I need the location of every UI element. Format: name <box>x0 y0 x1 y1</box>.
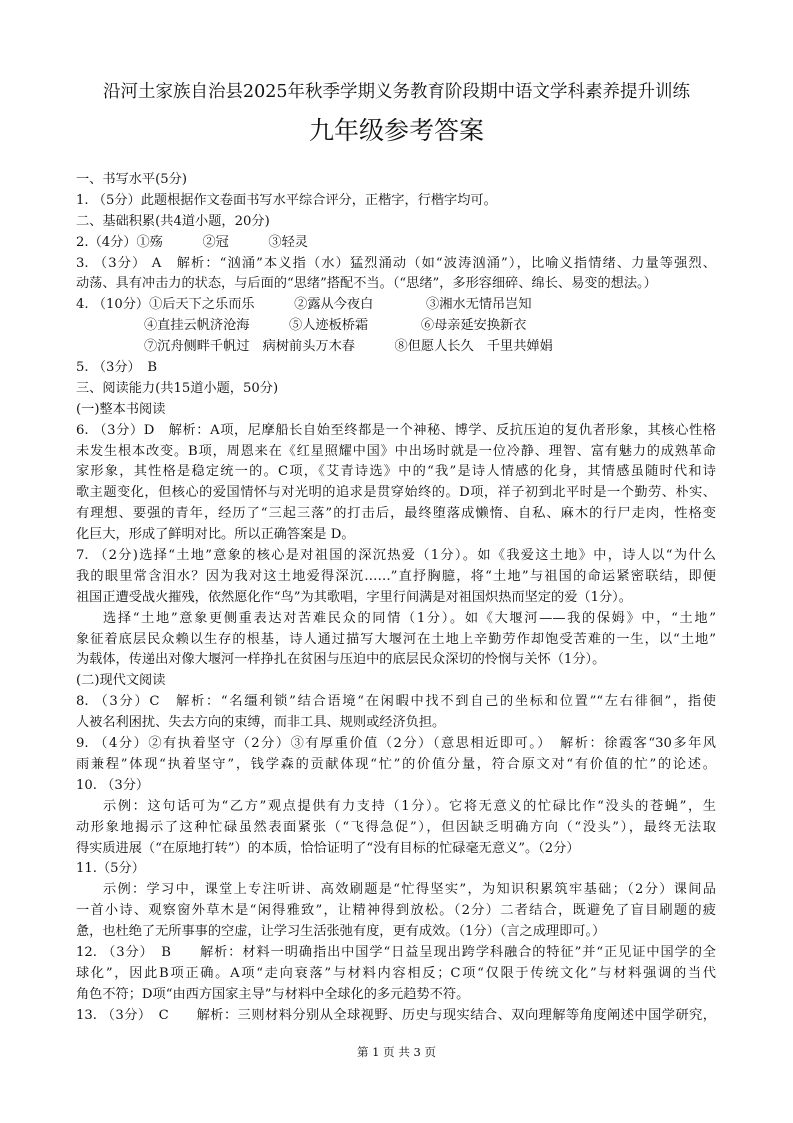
text-line: 4. （10分）①后天下之乐而乐 ②露从今夜白 ③湘水无情吊岂知 <box>76 297 532 313</box>
text-line: 球化”，因此B项正确。A项“走向衰落”与材料内容相反；C项“仅限于传统文化”与材料强调的当代 <box>76 965 716 981</box>
text-line: 一、书写水平(5分) <box>76 172 187 187</box>
text-line: 11.（5分） <box>76 861 145 877</box>
document-subtitle: 九年级参考答案 <box>308 116 484 145</box>
text-line: 10. （3分） <box>76 777 150 793</box>
text-line: 为载体，传递出对像大堰河一样挣扎在贫困与压迫中的底层民众深切的怜悯与关怀（1分）。 <box>76 652 606 668</box>
text-line: ⑦沉舟侧畔千帆过 病树前头万木春 ⑧但愿人长久 千里共婵娟 <box>144 339 553 355</box>
text-line: 示例：学习中，课堂上专注听讲、高效刷题是“忙得坚实”，为知识积累筑牢基础；（2分）课间品 <box>103 882 716 898</box>
text-line: 未发生根本改变。B项，周恩来在《红星照耀中国》中出场时就是一位冷静、理智、富有魅力的成熟革命 <box>76 443 716 459</box>
text-line: 示例：这句话可为“乙方”观点提供有力支持（1分）。它将无意义的忙碌比作“没头的苍蝇”，生 <box>103 798 716 814</box>
text-line: 三、阅读能力(共15道小题，50分) <box>76 380 279 396</box>
text-line: 二、基础积累(共4道小题，20分) <box>76 213 270 229</box>
document-title: 沿河土家族自治县2025年秋季学期义务教育阶段期中语文学科素养提升训练 <box>102 82 691 102</box>
text-line: 得实质进展（“在原地打转”）的本质，恰恰证明了“没有目标的忙碌毫无意义”。（2分） <box>76 840 580 856</box>
text-line: 2.（4分）①殇 ②冠 ③轻灵 <box>76 234 308 250</box>
text-line: 惫，也杜绝了无所事事的空虚，让学习生活张弛有度，更有成效。（1分）（言之成理即可。） <box>76 924 606 940</box>
text-line: 动荡、具有冲击力的状态，与后面的“思绪”搭配不当。（“思绪”，多形容细碎、绵长、易变的想法。） <box>76 276 657 292</box>
text-line: 一首小诗、观察窗外草木是“闲得雅致”，让精神得到放松。（2分）二者结合，既避免了盲目刷题的疲 <box>76 903 716 919</box>
text-line: 有理想、要强的青年，经历了“三起三落”的打击后，最终堕落成懒惰、自私、麻木的行尸走肉，性格变 <box>76 506 716 522</box>
text-line: 象征着底层民众赖以生存的根基，诗人通过描写大堰河在土地上辛勤劳作却饱受苦难的一生，以“土地” <box>76 631 716 647</box>
text-line: 7. （2分)选择“土地”意象的核心是对祖国的深沉热爱（1分）。如《我爱这土地》中，诗人以“为什么 <box>76 548 716 564</box>
text-line: 人被名利困扰、失去方向的束缚，而非工具、规则或经济负担。 <box>76 715 446 731</box>
page-footer: 第 1 页 共 3 页 <box>357 1045 436 1059</box>
text-line: 12. （3分） B 解析：材料一明确指出中国学“日益呈现出跨学科融合的特征”并“正见证中国学的全 <box>76 944 716 960</box>
text-line: 3. （3分） A 解析：“汹涌”本义指（水）猛烈涌动（如“波涛汹涌”），比喻义指情绪、力量等强烈、 <box>76 255 716 271</box>
text-line: 选择“土地”意象更侧重表达对苦难民众的同情（1分）。如《大堰河——我的保姆》中，“土地” <box>103 610 716 626</box>
text-line: 13. （3分） C 解析：三则材料分别从全球视野、历史与现实结合、双向理解等角度阐述中国学研究， <box>76 1007 716 1023</box>
text-line: (二)现代文阅读 <box>76 673 166 689</box>
text-line: 5. （3分） B <box>76 360 158 376</box>
text-line: 1. （5分）此题根据作文卷面书写水平综合评分，正楷字，行楷字均可。 <box>76 192 497 208</box>
text-line: 雨兼程”体现“执着坚守”，钱学森的贡献体现“忙”的价值分量，符合原文对“有价值的忙”的论述。 <box>76 756 716 772</box>
text-line: (一)整本书阅读 <box>76 401 166 417</box>
text-line: 歌主题变化，但核心的爱国情怀与对光明的追求是贯穿始终的。D项，祥子初到北平时是一个勤劳、朴实、 <box>76 485 716 501</box>
text-line: 9. （4分）②有执着坚守（2分）③有厚重价值（2分）（意思相近即可。） 解析：徐霞客“30多年风 <box>76 736 716 752</box>
text-line: 8. （3分）C 解析：“名缰利锁”结合语境“在闲暇中找不到自己的坐标和位置”“左右徘徊”，指使 <box>76 694 716 710</box>
text-line: 角色不符；D项“由西方国家主导”与材料中全球化的多元趋势不符。 <box>76 986 470 1002</box>
text-line: ④直挂云帆济沧海 ⑤人迹板桥霜 ⑥母亲延安换新衣 <box>144 318 527 334</box>
text-line: 化巨大，形成了鲜明对比。所以正确答案是 D。 <box>76 527 355 543</box>
text-line: 6. （3分）D 解析：A项，尼摩船长自始至终都是一个神秘、博学、反抗压迫的复仇者形象，其核心性格 <box>76 422 716 438</box>
text-line: 动形象地揭示了这种忙碌虽然表面紧张（“飞得急促”），但因缺乏明确方向（“没头”），最终无法取 <box>76 819 716 835</box>
text-line: 家形象，其性格是稳定统一的。C项，《艾青诗选》中的“我”是诗人情感的化身，其情感虽随时代和诗 <box>76 464 716 480</box>
text-line: 祖国正遭受战火摧残，依然愿化作“鸟”为其歌唱，字里行间满是对祖国炽热而坚定的爱（1分）。 <box>76 589 632 605</box>
answer-body <box>76 170 716 1027</box>
text-line: 我的眼里常含泪水？因为我对这土地爱得深沉……”直抒胸臆，将“土地”与祖国的命运紧密联结，即便 <box>76 568 716 584</box>
